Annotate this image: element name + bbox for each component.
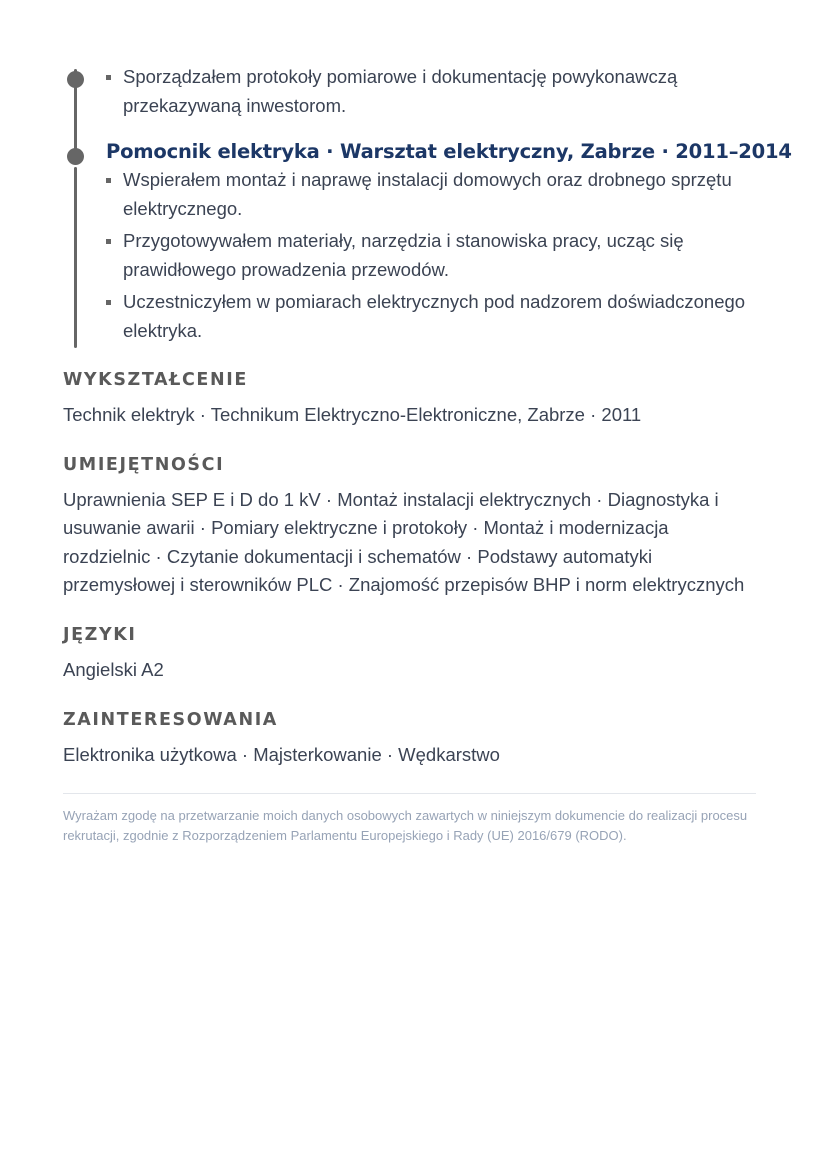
timeline-dot-icon bbox=[67, 148, 84, 165]
bullet-square-icon bbox=[106, 178, 111, 183]
bullet-square-icon bbox=[106, 239, 111, 244]
interests-text: Elektronika użytkowa · Majsterkowanie · Wędkarstwo bbox=[63, 743, 500, 765]
section-heading: ZAINTERESOWANIA bbox=[63, 709, 278, 730]
bullet-item: Uczestniczyłem w pomiarach elektrycznych pod nadzorem doświadczonego elektryka. bbox=[106, 288, 756, 345]
languages-text: Angielski A2 bbox=[63, 658, 164, 680]
gdpr-consent: Wyrażam zgodę na przetwarzanie moich danych osobowych zawartych w niniejszym dokumencie do realizacji procesu rekrutacji, zgodnie z Rozporządzeniem Parlamentu Europejskiego i Rady (UE) 2016/679 (RODO). bbox=[63, 808, 748, 844]
languages-section bbox=[63, 622, 756, 685]
timeline-dot-icon bbox=[67, 71, 84, 88]
section-heading: JĘZYKI bbox=[63, 624, 137, 645]
resume-page bbox=[63, 0, 792, 859]
section-heading: WYKSZTAŁCENIE bbox=[63, 370, 248, 390]
interests-section bbox=[63, 707, 756, 770]
experience-entry bbox=[106, 63, 756, 120]
skills-section bbox=[63, 452, 756, 600]
experience-entry bbox=[106, 138, 792, 345]
education-text: Technik elektryk · Technikum Elektryczno-Elektroniczne, Zabrze · 2011 bbox=[63, 404, 642, 425]
divider bbox=[63, 793, 756, 794]
job-title: Pomocnik elektryka · Warsztat elektryczny, Zabrze · 2011–2014 bbox=[106, 140, 792, 163]
bullet-square-icon bbox=[106, 75, 111, 80]
section-heading: UMIEJĘTNOŚCI bbox=[63, 454, 225, 475]
bullet-item: Wspierałem montaż i naprawę instalacji domowych oraz drobnego sprzętu elektrycznego. bbox=[106, 166, 756, 223]
entry-bullets bbox=[106, 63, 756, 120]
bullet-square-icon bbox=[106, 300, 111, 305]
timeline-line bbox=[74, 167, 77, 348]
bullet-item: Przygotowywałem materiały, narzędzia i stanowiska pracy, ucząc się prawidłowego prowadzenia przewodów. bbox=[106, 227, 756, 284]
education-section bbox=[63, 367, 756, 430]
bullet-item: Sporządzałem protokoły pomiarowe i dokumentację powykonawczą przekazywaną inwestorom. bbox=[106, 63, 756, 120]
skills-text: Uprawnienia SEP E i D do 1 kV · Montaż instalacji elektrycznych · Diagnostyka i usuwanie awarii · Pomiary elektryczne i protokoły · Montaż i modernizacja rozdzielnic · Czytanie dokumentacji i schematów · Podstawy automatyki przemysłowej i sterowników PLC · Znajomość przepisów BHP i norm elektrycznych bbox=[63, 488, 745, 596]
experience-timeline bbox=[63, 63, 792, 345]
entry-bullets bbox=[106, 166, 756, 345]
